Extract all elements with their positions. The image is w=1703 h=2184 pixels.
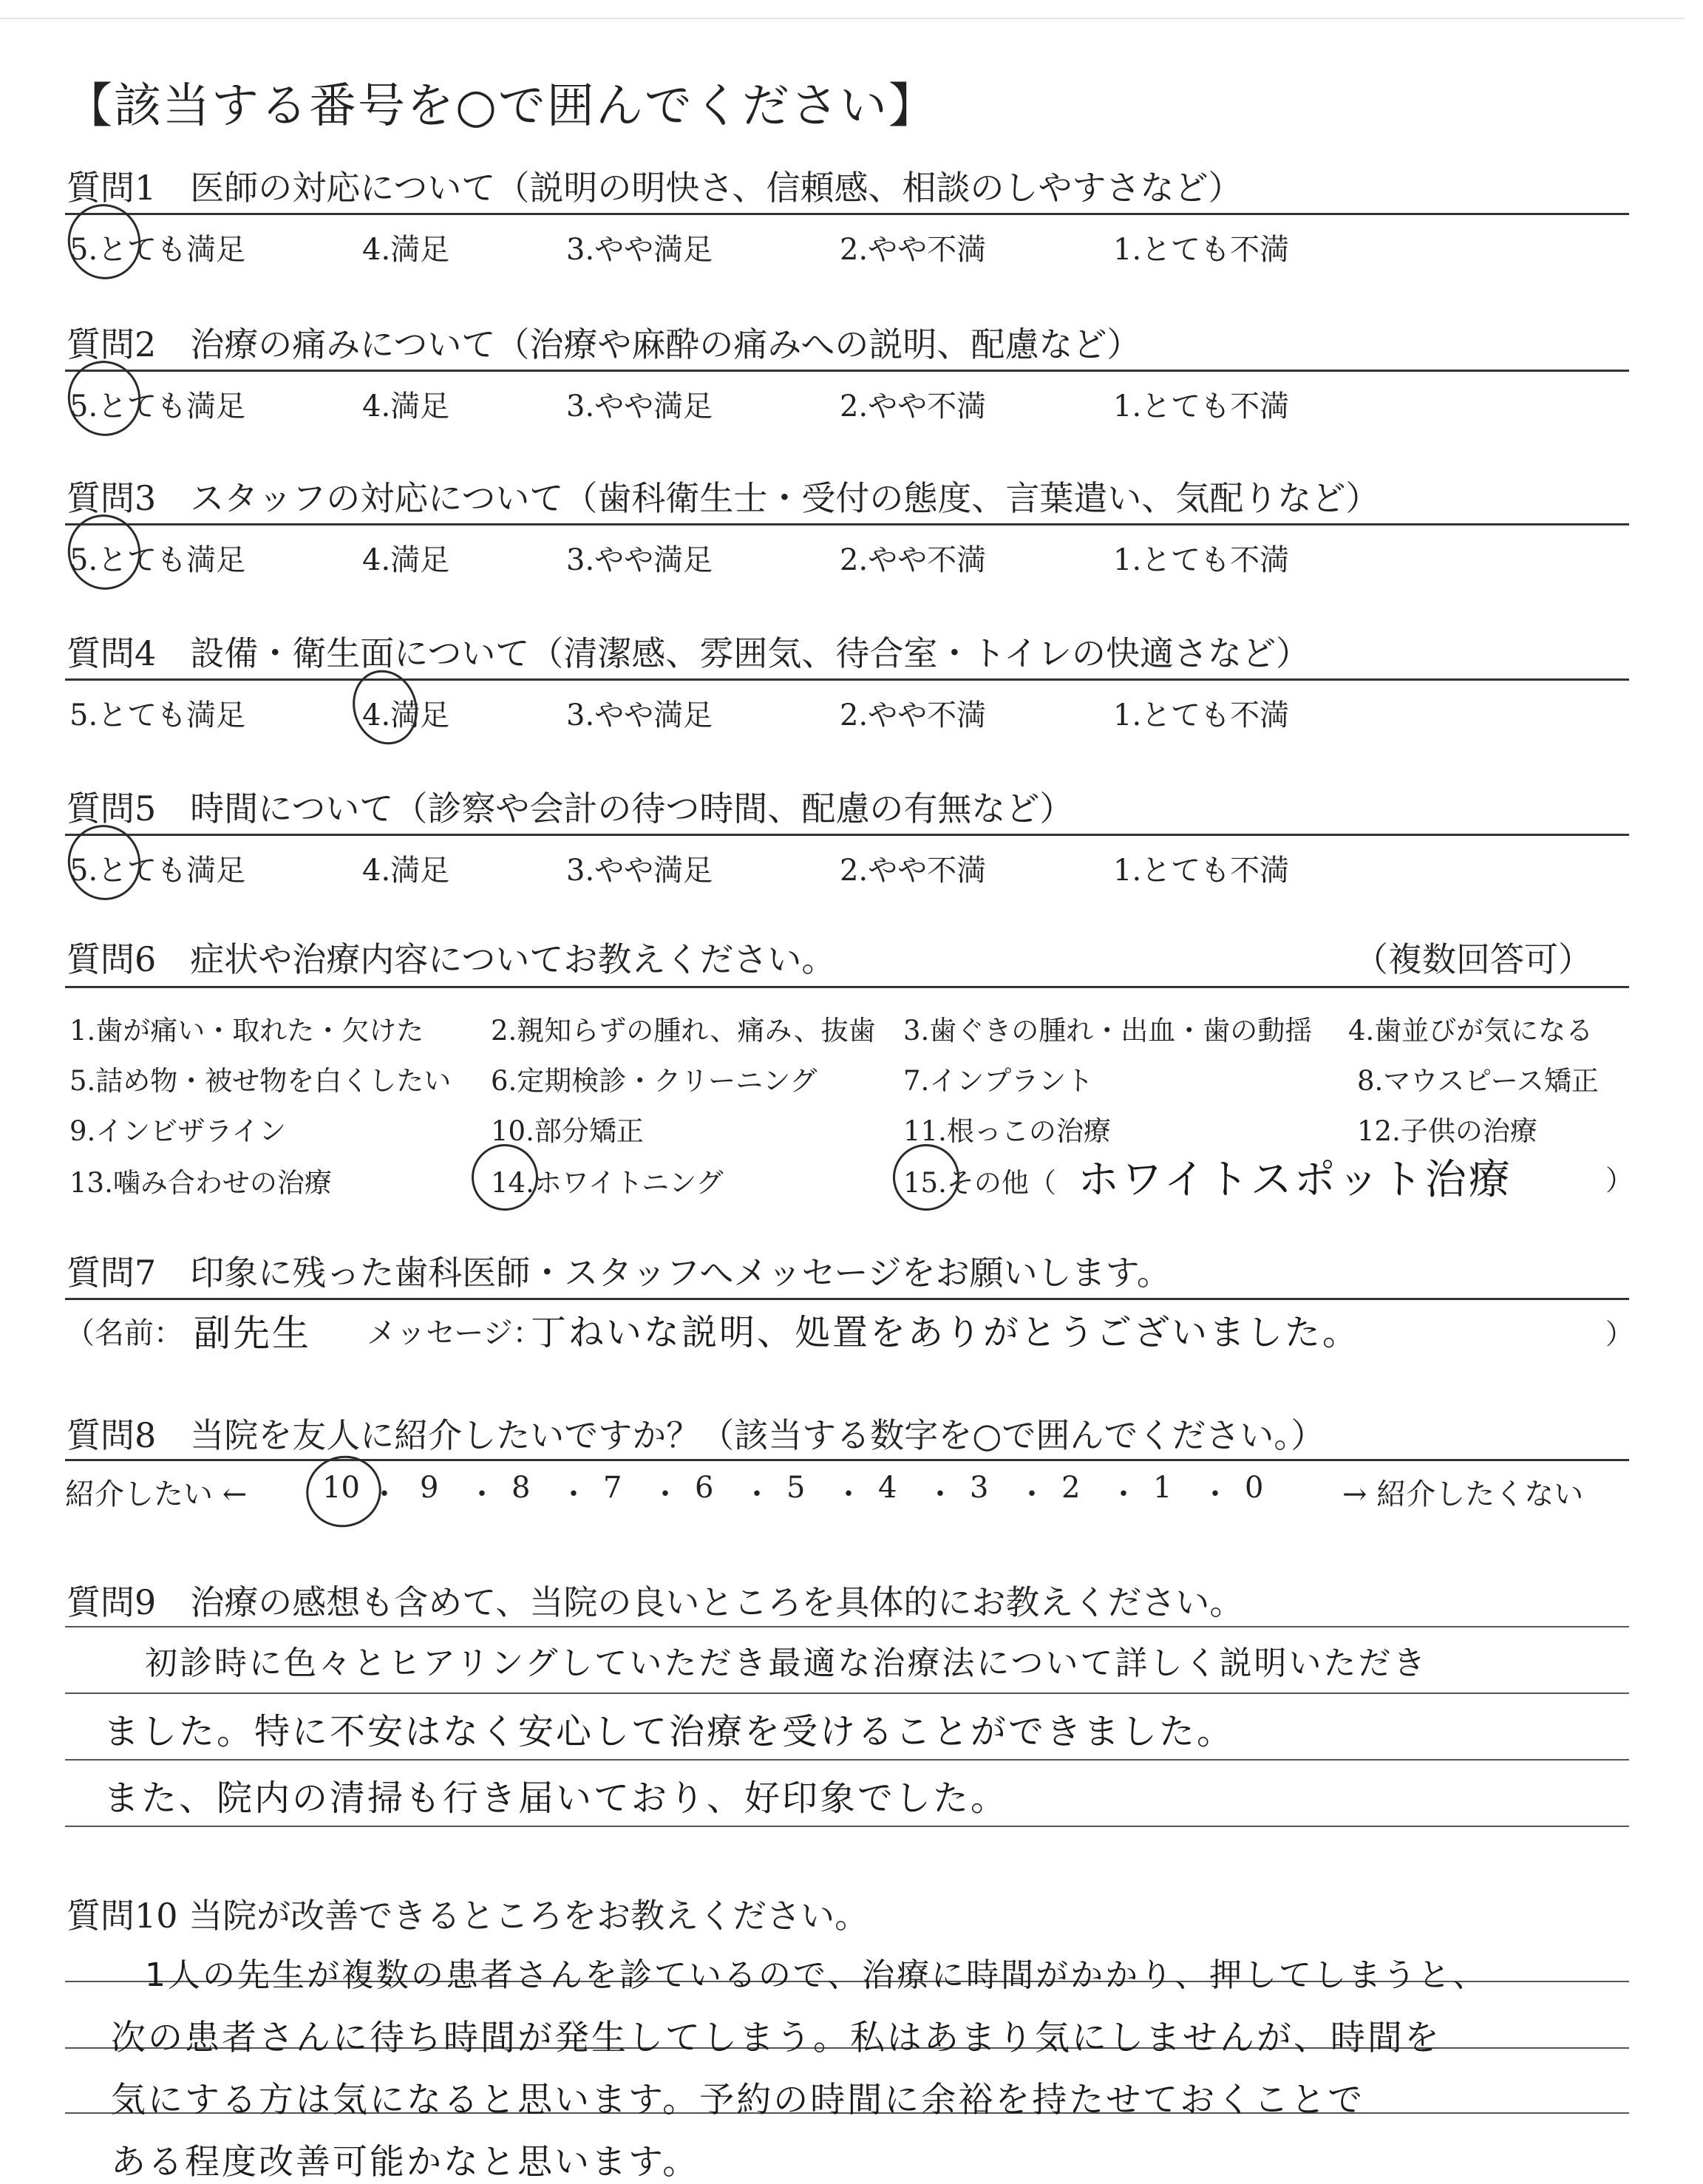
q2-option-1: 1.とても不満 xyxy=(1113,389,1290,423)
q3-option-2: 2.やや不満 xyxy=(840,543,987,577)
q7-name-handwritten: 副先生 xyxy=(194,1312,311,1355)
q6-option-3: 3.歯ぐきの腫れ・出血・歯の動揺 xyxy=(903,1015,1313,1047)
q8-scale-3: 3 xyxy=(970,1471,989,1505)
q6-other-handwritten: ホワイトスポット治療 xyxy=(1078,1156,1512,1204)
q2-option-2: 2.やや不満 xyxy=(840,389,987,423)
q2-rule xyxy=(65,370,1629,372)
q5-title: 質問5 時間について（診察や会計の待つ時間、配慮の有無など） xyxy=(67,789,1074,829)
q5-option-3: 3.やや満足 xyxy=(566,854,713,888)
q3-rule xyxy=(65,523,1629,525)
q6-option-14: 14.ホワイトニング xyxy=(491,1167,724,1199)
q5-option-1: 1.とても不満 xyxy=(1113,854,1290,888)
q7-message-label: メッセージ： xyxy=(367,1316,543,1350)
q3-option-3: 3.やや満足 xyxy=(566,543,713,577)
q8-separator: ・ xyxy=(1200,1477,1230,1511)
q3-title: 質問3 スタッフの対応について（歯科衛生士・受付の態度、言葉遣い、気配りなど） xyxy=(67,478,1380,518)
q8-separator: ・ xyxy=(1017,1477,1047,1511)
q8-separator: ・ xyxy=(370,1477,399,1511)
q6-option-15: 15.その他（ xyxy=(903,1167,1056,1199)
q8-right-label: → 紹介したくない xyxy=(1342,1477,1584,1511)
q9-answer-rule xyxy=(65,1826,1629,1827)
q1-option-1: 1.とても不満 xyxy=(1113,233,1290,267)
q8-separator: ・ xyxy=(467,1477,497,1511)
q6-close-paren: ） xyxy=(1605,1164,1634,1197)
q8-scale-10: 10 xyxy=(322,1471,360,1505)
q8-scale-5: 5 xyxy=(786,1471,806,1505)
q2-option-3: 3.やや満足 xyxy=(566,389,713,423)
q5-option-2: 2.やや不満 xyxy=(840,854,987,888)
q6-option-11: 11.根っこの治療 xyxy=(903,1115,1111,1147)
q2-option-4: 4.満足 xyxy=(362,389,450,423)
q7-title: 質問7 印象に残った歯科医師・スタッフへメッセージをお願いします。 xyxy=(67,1253,1171,1293)
q9-answer-line-2: ました。特に不安はなく安心して治療を受けることができました。 xyxy=(103,1711,1235,1752)
q2-title: 質問2 治療の痛みについて（治療や麻酔の痛みへの説明、配慮など） xyxy=(67,324,1141,364)
q6-option-6: 6.定期検診・クリーニング xyxy=(491,1065,817,1097)
q8-scale-7: 7 xyxy=(603,1471,622,1505)
q8-scale-8: 8 xyxy=(511,1471,531,1505)
q9-answer-rule xyxy=(65,1759,1629,1761)
q6-option-7: 7.インプラント xyxy=(903,1065,1094,1097)
q10-answer-line-2: 次の患者さんに待ち時間が発生してしまう。私はあまり気にしませんが、時間を xyxy=(111,2018,1441,2058)
page-header: 【該当する番号を○で囲んでください】 xyxy=(65,79,937,134)
q8-rule xyxy=(65,1459,1629,1461)
q6-rule xyxy=(65,986,1629,988)
q3-option-4: 4.満足 xyxy=(362,543,450,577)
q8-separator: ・ xyxy=(1109,1477,1138,1511)
q4-option-2: 2.やや不満 xyxy=(840,698,987,732)
q5-option-4: 4.満足 xyxy=(362,854,450,888)
q4-rule xyxy=(65,678,1629,681)
q9-answer-line-3: また、院内の清掃も行き届いており、好印象でした。 xyxy=(103,1778,1009,1819)
q1-option-3: 3.やや満足 xyxy=(566,233,713,267)
q9-answer-line-1: 初診時に色々とヒアリングしていただき最適な治療法について詳しく説明いただき xyxy=(145,1644,1428,1682)
q6-option-8: 8.マウスピース矯正 xyxy=(1357,1065,1599,1097)
q6-option-10: 10.部分矯正 xyxy=(491,1115,644,1147)
q4-option-1: 1.とても不満 xyxy=(1113,698,1290,732)
q6-multiple-note: （複数回答可） xyxy=(1354,939,1592,979)
q6-option-13: 13.噛み合わせの治療 xyxy=(69,1167,332,1199)
q1-option-4: 4.満足 xyxy=(362,233,450,267)
q3-option-5: 5.とても満足 xyxy=(69,543,246,577)
q8-separator: ・ xyxy=(559,1477,588,1511)
q8-separator: ・ xyxy=(650,1477,680,1511)
q2-option-5: 5.とても満足 xyxy=(69,389,246,423)
q6-option-4: 4.歯並びが気になる xyxy=(1348,1015,1594,1047)
q6-title: 質問6 症状や治療内容についてお教えください。 xyxy=(67,939,836,979)
q7-name-label: （名前： xyxy=(65,1316,183,1350)
q1-option-5: 5.とても満足 xyxy=(69,233,246,267)
q7-message-handwritten: 丁ねいな説明、処置をありがとうございました。 xyxy=(531,1312,1361,1353)
q9-title: 質問9 治療の感想も含めて、当院の良いところを具体的にお教えください。 xyxy=(67,1582,1244,1622)
q8-scale-1: 1 xyxy=(1153,1471,1172,1505)
q8-scale-0: 0 xyxy=(1245,1471,1264,1505)
q10-title: 質問10 当院が改善できるところをお教えください。 xyxy=(67,1896,869,1936)
q6-option-12: 12.子供の治療 xyxy=(1357,1115,1537,1147)
q4-option-4: 4.満足 xyxy=(362,698,450,732)
q1-option-2: 2.やや不満 xyxy=(840,233,987,267)
q6-option-1: 1.歯が痛い・取れた・欠けた xyxy=(69,1015,424,1047)
q4-option-3: 3.やや満足 xyxy=(566,698,713,732)
q4-option-5: 5.とても満足 xyxy=(69,698,246,732)
q8-scale-4: 4 xyxy=(878,1471,897,1505)
q8-title: 質問8 当院を友人に紹介したいですか？（該当する数字を○で囲んでください。） xyxy=(67,1415,1325,1455)
q5-rule xyxy=(65,834,1629,836)
q10-answer-line-1: 1人の先生が複数の患者さんを診ているので、治療に時間がかかり、押してしまうと、 xyxy=(145,1956,1488,1994)
q10-answer-line-3: 気にする方は気になると思います。予約の時間に余裕を持たせておくことで xyxy=(111,2080,1365,2120)
q4-title: 質問4 設備・衛生面について（清潔感、雰囲気、待合室・トイレの快適さなど） xyxy=(67,633,1311,673)
q1-rule xyxy=(65,213,1629,215)
q9-answer-rule xyxy=(65,1626,1629,1627)
q1-title: 質問1 医師の対応について（説明の明快さ、信頼感、相談のしやすさなど） xyxy=(67,168,1243,208)
q6-option-5: 5.詰め物・被せ物を白くしたい xyxy=(69,1065,452,1097)
q7-close-paren: ） xyxy=(1605,1318,1634,1350)
q6-option-2: 2.親知らずの腫れ、痛み、抜歯 xyxy=(491,1015,876,1047)
q7-rule xyxy=(65,1298,1629,1300)
q10-answer-line-4: ある程度改善可能かなと思います。 xyxy=(111,2142,700,2183)
q5-option-5: 5.とても満足 xyxy=(69,854,246,888)
q8-separator: ・ xyxy=(742,1477,772,1511)
q8-separator: ・ xyxy=(834,1477,863,1511)
q8-left-label: 紹介したい ← xyxy=(65,1477,248,1511)
q6-option-9: 9.インビザライン xyxy=(69,1115,287,1147)
scan-edge xyxy=(0,18,1685,19)
q8-scale-6: 6 xyxy=(695,1471,714,1505)
q8-separator: ・ xyxy=(925,1477,955,1511)
q8-scale-9: 9 xyxy=(420,1471,439,1505)
q3-option-1: 1.とても不満 xyxy=(1113,543,1290,577)
q9-answer-rule xyxy=(65,1693,1629,1694)
q8-scale-2: 2 xyxy=(1061,1471,1081,1505)
